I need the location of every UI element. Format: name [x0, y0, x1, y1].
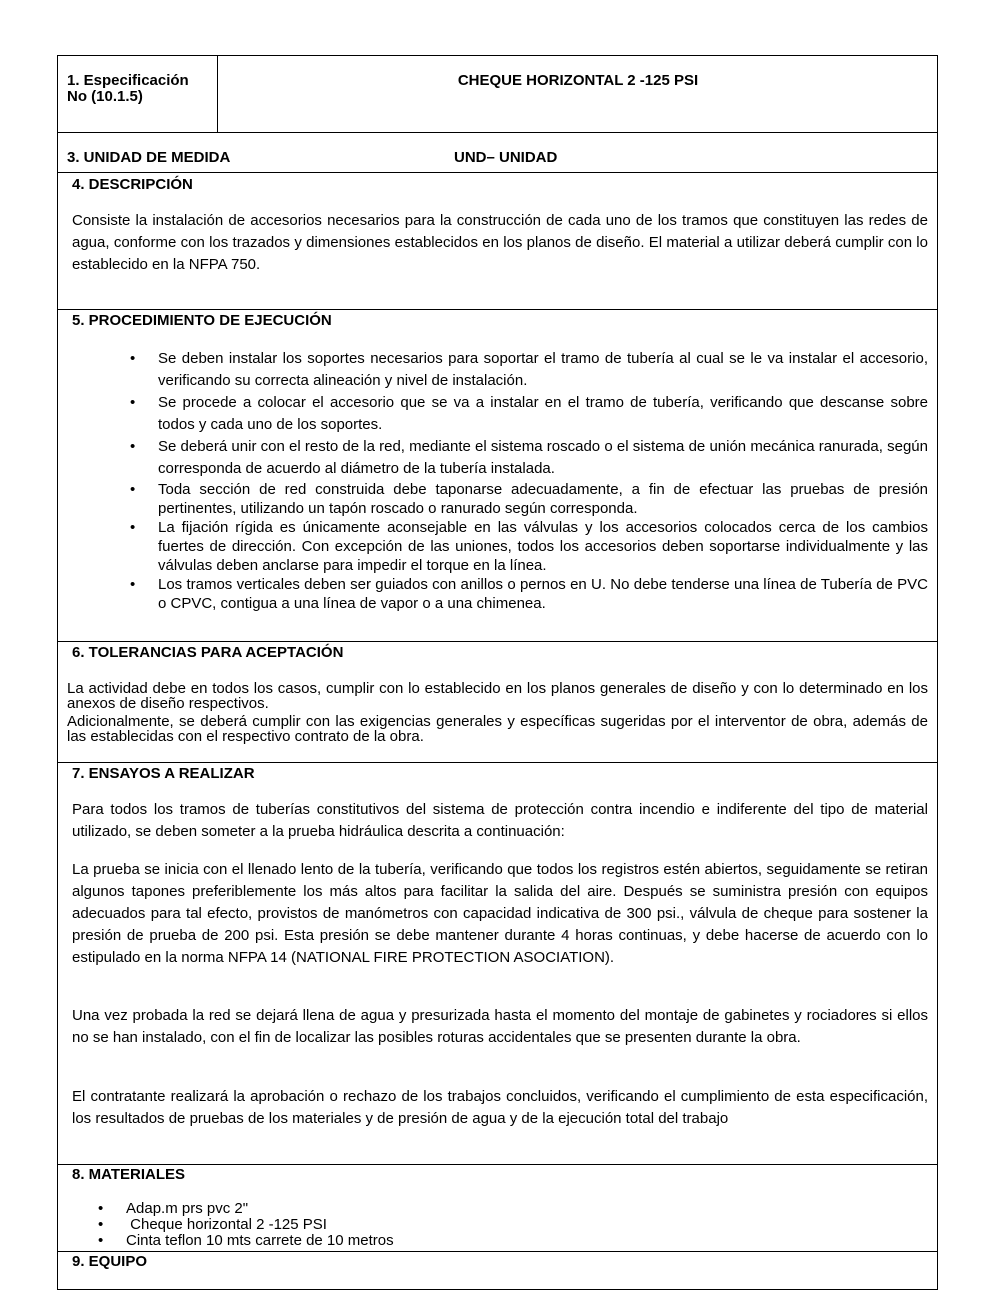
row-divider-tolerances: [57, 762, 938, 763]
list-item: • Se deben instalar los soportes necesarios para soportar el tramo de tubería al cual se le va instalar el accesorio, verificando su correcta alineación y nivel de instalación.: [130, 350, 928, 389]
unit-label: 3. UNIDAD DE MEDIDA: [67, 149, 231, 166]
row-divider-header: [57, 132, 938, 133]
row-divider-description: [57, 309, 938, 310]
list-item: • Los tramos verticales deben ser guiados con anillos o pernos en U. No debe tenderse una línea de Tubería de PVC o CPVC, contigua a una línea de vapor o a una chimenea.: [130, 576, 928, 612]
list-item: • Cheque horizontal 2 -125 PSI: [98, 1216, 327, 1233]
tolerances-text-2: Adicionalmente, se deberá cumplir con las exigencias generales y específicas sugeridas por el interventor de obra, además de las establecidas con el respectivo contrato de la obra.: [67, 713, 928, 745]
description-text: Consiste la instalación de accesorios necesarios para la construcción de cada uno de los tramos que constituyen las redes de agua, conforme con los trazados y dimensiones establecidos en los planos de diseño. El material a utilizar deberá cumplir con lo establecido en la NFPA 750.: [72, 212, 928, 273]
equipment-heading: 9. EQUIPO: [72, 1253, 148, 1270]
tests-paragraph-1: Para todos los tramos de tuberías constitutivos del sistema de protección contra incendio e indiferente del tipo de material utilizado, se deben someter a la prueba hidráulica descrita a continuación:: [72, 801, 928, 840]
spec-number-value: No (10.1.5): [67, 88, 143, 105]
row-divider-materials: [57, 1251, 938, 1252]
materials-heading: 8. MATERIALES: [72, 1166, 186, 1183]
row-divider-unit: [57, 172, 938, 173]
tests-paragraph-3: Una vez probada la red se dejará llena de agua y presurizada hasta el momento del montaje de gabinetes y rociadores si ellos no se han instalado, con el fin de localizar las posibles roturas accidentales que se presenten durante la obra.: [72, 1007, 928, 1046]
tolerances-text-1: La actividad debe en todos los casos, cumplir con lo establecido en los planos generales de diseño y con lo determinado en los anexos de diseño respectivos.: [67, 680, 928, 712]
row-divider-procedure: [57, 641, 938, 642]
list-item: • Cinta teflon 10 mts carrete de 10 metros: [98, 1232, 394, 1249]
spec-title: CHEQUE HORIZONTAL 2 -125 PSI: [457, 72, 699, 89]
list-item: • Se procede a colocar el accesorio que se va a instalar en el tramo de tubería, verificando que descanse sobre todos y cada uno de los soportes.: [130, 394, 928, 433]
tests-paragraph-4: El contratante realizará la aprobación o rechazo de los trabajos concluidos, verificando el cumplimiento de esta especificación, los resultados de pruebas de los materiales y de presión de agua y de la ejecución total del trabajo: [72, 1088, 928, 1127]
procedure-list: [130, 348, 928, 613]
tolerances-heading: 6. TOLERANCIAS PARA ACEPTACIÓN: [72, 644, 344, 661]
tests-heading: 7. ENSAYOS A REALIZAR: [72, 765, 255, 782]
header-divider: [217, 55, 218, 133]
list-item: • La fijación rígida es únicamente aconsejable en las válvulas y los accesorios colocados cerca de los cambios fuertes de dirección. Con excepción de las uniones, todos los accesorios deben soportarse individualmente y las válvulas deben anclarse para impedir el torque en la línea.: [130, 519, 928, 574]
description-heading: 4. DESCRIPCIÓN: [72, 176, 193, 193]
tests-paragraph-2: La prueba se inicia con el llenado lento de la tubería, verificando que todos los registros estén abiertos, seguidamente se retiran algunos tapones preferiblemente los más altos para facilitar la salida del aire. Después se suministra presión con equipos adecuados para tal efecto, provistos de manómetros con capacidad indicativa de 300 psi., válvula de cheque para sostener la presión de prueba de 200 psi. Esta presión se debe mantener durante 4 horas continuas, y debe hacerse de acuerdo con lo estipulado en la norma NFPA 14 (NATIONAL FIRE PROTECTION ASOCIATION).: [72, 861, 928, 966]
list-item: • Se deberá unir con el resto de la red, mediante el sistema roscado o el sistema de unión mecánica ranurada, según corresponda de acuerdo al diámetro de la tubería instalada.: [130, 438, 928, 477]
list-item: • Adap.m prs pvc 2": [98, 1200, 249, 1217]
materials-list: [98, 1200, 916, 1249]
unit-value: UND– UNIDAD: [454, 149, 558, 166]
row-divider-tests: [57, 1164, 938, 1165]
spec-number-label: 1. Especificación: [67, 72, 189, 89]
list-item: • Toda sección de red construida debe taponarse adecuadamente, a fin de efectuar las pruebas de presión pertinentes, utilizando un tapón roscado o ranurado según corresponda.: [130, 481, 928, 517]
procedure-heading: 5. PROCEDIMIENTO DE EJECUCIÓN: [72, 312, 332, 329]
